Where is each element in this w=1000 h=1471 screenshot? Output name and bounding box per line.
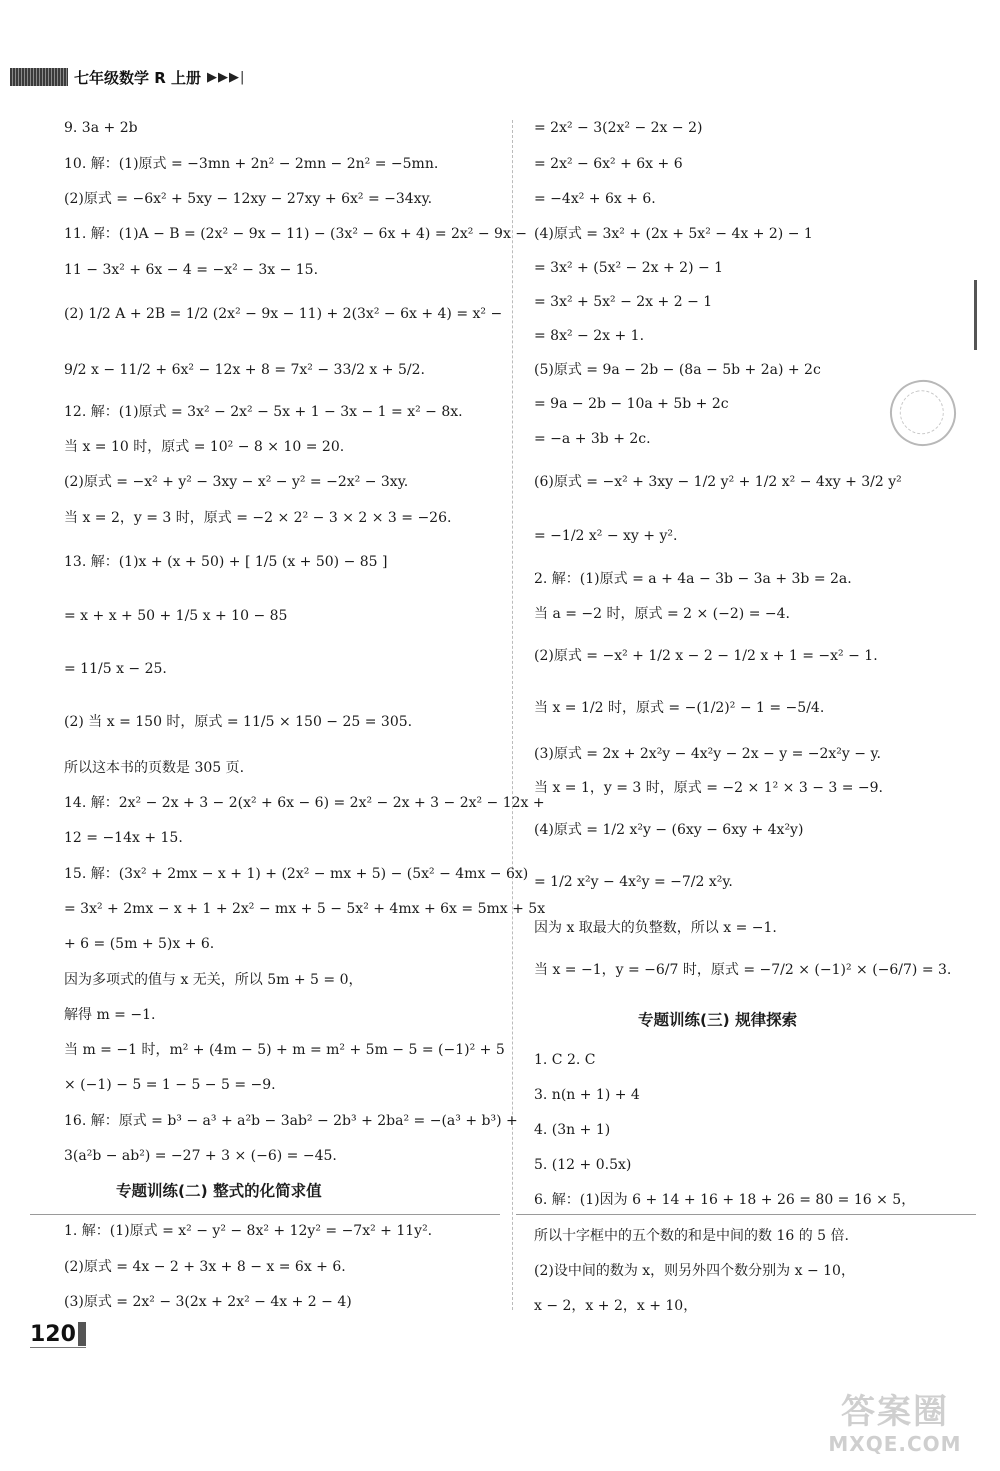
section-heading: 专题训练(二) 整式的化简求值	[116, 1182, 322, 1200]
page-number: 120	[30, 1322, 76, 1347]
answer-line: (4)原式 = 1/2 x²y − (6xy − 6xy + 4x²y)	[534, 822, 804, 838]
page-number-bar	[78, 1322, 86, 1346]
answer-line: 所以这本书的页数是 305 页.	[64, 760, 245, 776]
page-number-rule	[30, 1347, 86, 1348]
answer-line: 9. 3a + 2b	[64, 120, 138, 136]
answer-line: 当 x = 1，y = 3 时，原式 = −2 × 1² × 3 − 3 = −9.	[534, 780, 883, 796]
answer-line: = x + x + 50 + 1/5 x + 10 − 85	[64, 608, 288, 624]
answer-line: (5)原式 = 9a − 2b − (8a − 5b + 2a) + 2c	[534, 362, 821, 378]
answer-line: 当 a = −2 时，原式 = 2 × (−2) = −4.	[534, 606, 790, 622]
answer-line: 所以十字框中的五个数的和是中间的数 16 的 5 倍.	[534, 1228, 849, 1244]
answer-line: 12 = −14x + 15.	[64, 830, 183, 846]
answer-line: (2)设中间的数为 x，则另外四个数分别为 x − 10，	[534, 1263, 855, 1279]
page-header	[10, 66, 245, 88]
header-title: 七年级数学 R 上册	[74, 68, 201, 87]
watermark-text: 答案圈	[841, 1392, 949, 1432]
answer-line: 1. C 2. C	[534, 1052, 596, 1068]
answer-line: (2)原式 = −x² + 1/2 x − 2 − 1/2 x + 1 = −x² − 1.	[534, 648, 878, 664]
answer-line: 解得 m = −1.	[64, 1007, 156, 1023]
answer-line: 3(a²b − ab²) = −27 + 3 × (−6) = −45.	[64, 1148, 337, 1164]
answer-line: x − 2，x + 2，x + 10，	[534, 1298, 698, 1314]
answer-line: = 11/5 x − 25.	[64, 661, 167, 677]
answer-line: = 3x² + (5x² − 2x + 2) − 1	[534, 260, 724, 276]
answer-line: (2)原式 = 4x − 2 + 3x + 8 − x = 6x + 6.	[64, 1259, 346, 1275]
answer-line: 11 − 3x² + 6x − 4 = −x² − 3x − 15.	[64, 262, 319, 278]
answer-line: 14. 解：2x² − 2x + 3 − 2(x² + 6x − 6) = 2x² − 2x + 3 − 2x² − 12x +	[64, 795, 545, 811]
header-arrows-icon: ▶▶▶|	[207, 69, 246, 85]
answer-line: 6. 解：(1)因为 6 + 14 + 16 + 18 + 26 = 80 = 16 × 5，	[534, 1192, 916, 1208]
section-heading: 专题训练(三) 规律探索	[638, 1011, 798, 1029]
watermark-logo	[810, 1392, 980, 1456]
answer-line: = 3x² + 2mx − x + 1 + 2x² − mx + 5 − 5x² + 4mx + 6x = 5mx + 5x	[64, 901, 546, 917]
answer-line: 因为多项式的值与 x 无关，所以 5m + 5 = 0，	[64, 972, 363, 988]
right-bottom-rule	[516, 1214, 976, 1215]
left-bottom-rule	[30, 1214, 500, 1215]
answer-line: (2)原式 = −x² + y² − 3xy − x² − y² = −2x² − 3xy.	[64, 474, 409, 490]
answer-line: = 8x² − 2x + 1.	[534, 328, 645, 344]
answer-line: (3)原式 = 2x² − 3(2x + 2x² − 4x + 2 − 4)	[64, 1294, 352, 1310]
answer-line: (4)原式 = 3x² + (2x + 5x² − 4x + 2) − 1	[534, 226, 813, 242]
answer-line: 当 x = 1/2 时，原式 = −(1/2)² − 1 = −5/4.	[534, 700, 825, 716]
stamp-icon	[883, 373, 963, 453]
answer-line: × (−1) − 5 = 1 − 5 − 5 = −9.	[64, 1077, 276, 1093]
answer-line: 16. 解：原式 = b³ − a³ + a²b − 3ab² − 2b³ + 2ba² = −(a³ + b³) +	[64, 1113, 518, 1129]
answer-line: = 9a − 2b − 10a + 5b + 2c	[534, 396, 729, 412]
answer-line: 10. 解：(1)原式 = −3mn + 2n² − 2mn − 2n² = −5mn.	[64, 156, 439, 172]
answer-line: = −a + 3b + 2c.	[534, 431, 651, 447]
answer-line: = −4x² + 6x + 6.	[534, 191, 656, 207]
answer-line: 2. 解：(1)原式 = a + 4a − 3b − 3a + 3b = 2a.	[534, 571, 852, 587]
edge-mark	[974, 280, 977, 350]
answer-line: 当 x = 2，y = 3 时，原式 = −2 × 2² − 3 × 2 × 3 = −26.	[64, 510, 452, 526]
answer-line: 3. n(n + 1) + 4	[534, 1087, 640, 1103]
answer-line: (3)原式 = 2x + 2x²y − 4x²y − 2x − y = −2x²y − y.	[534, 746, 881, 762]
answer-line: (2) 当 x = 150 时，原式 = 11/5 × 150 − 25 = 305.	[64, 714, 413, 730]
answer-line: + 6 = (5m + 5)x + 6.	[64, 936, 215, 952]
answer-line: 当 x = −1，y = −6/7 时，原式 = −7/2 × (−1)² × (−6/7) = 3.	[534, 962, 952, 978]
header-decoration-bar	[10, 68, 68, 86]
column-divider	[512, 120, 513, 1310]
watermark-url: MXQE.COM	[828, 1432, 962, 1456]
answer-line: (2) 1/2 A + 2B = 1/2 (2x² − 9x − 11) + 2(3x² − 6x + 4) = x² −	[64, 306, 503, 322]
answer-line: = 2x² − 6x² + 6x + 6	[534, 156, 683, 172]
answer-line: 13. 解：(1)x + (x + 50) + [ 1/5 (x + 50) − 85 ]	[64, 554, 388, 570]
answer-line: = 3x² + 5x² − 2x + 2 − 1	[534, 294, 713, 310]
answer-line: (6)原式 = −x² + 3xy − 1/2 y² + 1/2 x² − 4xy + 3/2 y²	[534, 474, 902, 490]
answer-line: 当 m = −1 时，m² + (4m − 5) + m = m² + 5m − 5 = (−1)² + 5	[64, 1042, 505, 1058]
answer-line: 11. 解：(1)A − B = (2x² − 9x − 11) − (3x² − 6x + 4) = 2x² − 9x −	[64, 226, 528, 242]
answer-line: = 1/2 x²y − 4x²y = −7/2 x²y.	[534, 874, 733, 890]
answer-line: 15. 解：(3x² + 2mx − x + 1) + (2x² − mx + 5) − (5x² − 4mx − 6x)	[64, 866, 529, 882]
answer-line: 4. (3n + 1)	[534, 1122, 611, 1138]
answer-line: = 2x² − 3(2x² − 2x − 2)	[534, 120, 703, 136]
answer-line: = −1/2 x² − xy + y².	[534, 528, 678, 544]
answer-line: (2)原式 = −6x² + 5xy − 12xy − 27xy + 6x² = −34xy.	[64, 191, 433, 207]
answer-line: 5. (12 + 0.5x)	[534, 1157, 632, 1173]
answer-line: 12. 解：(1)原式 = 3x² − 2x² − 5x + 1 − 3x − 1 = x² − 8x.	[64, 404, 463, 420]
answer-line: 1. 解：(1)原式 = x² − y² − 8x² + 12y² = −7x² + 11y².	[64, 1223, 433, 1239]
answer-line: 9/2 x − 11/2 + 6x² − 12x + 8 = 7x² − 33/2 x + 5/2.	[64, 362, 425, 378]
answer-line: 因为 x 取最大的负整数，所以 x = −1.	[534, 920, 777, 936]
answer-line: 当 x = 10 时，原式 = 10² − 8 × 10 = 20.	[64, 439, 345, 455]
